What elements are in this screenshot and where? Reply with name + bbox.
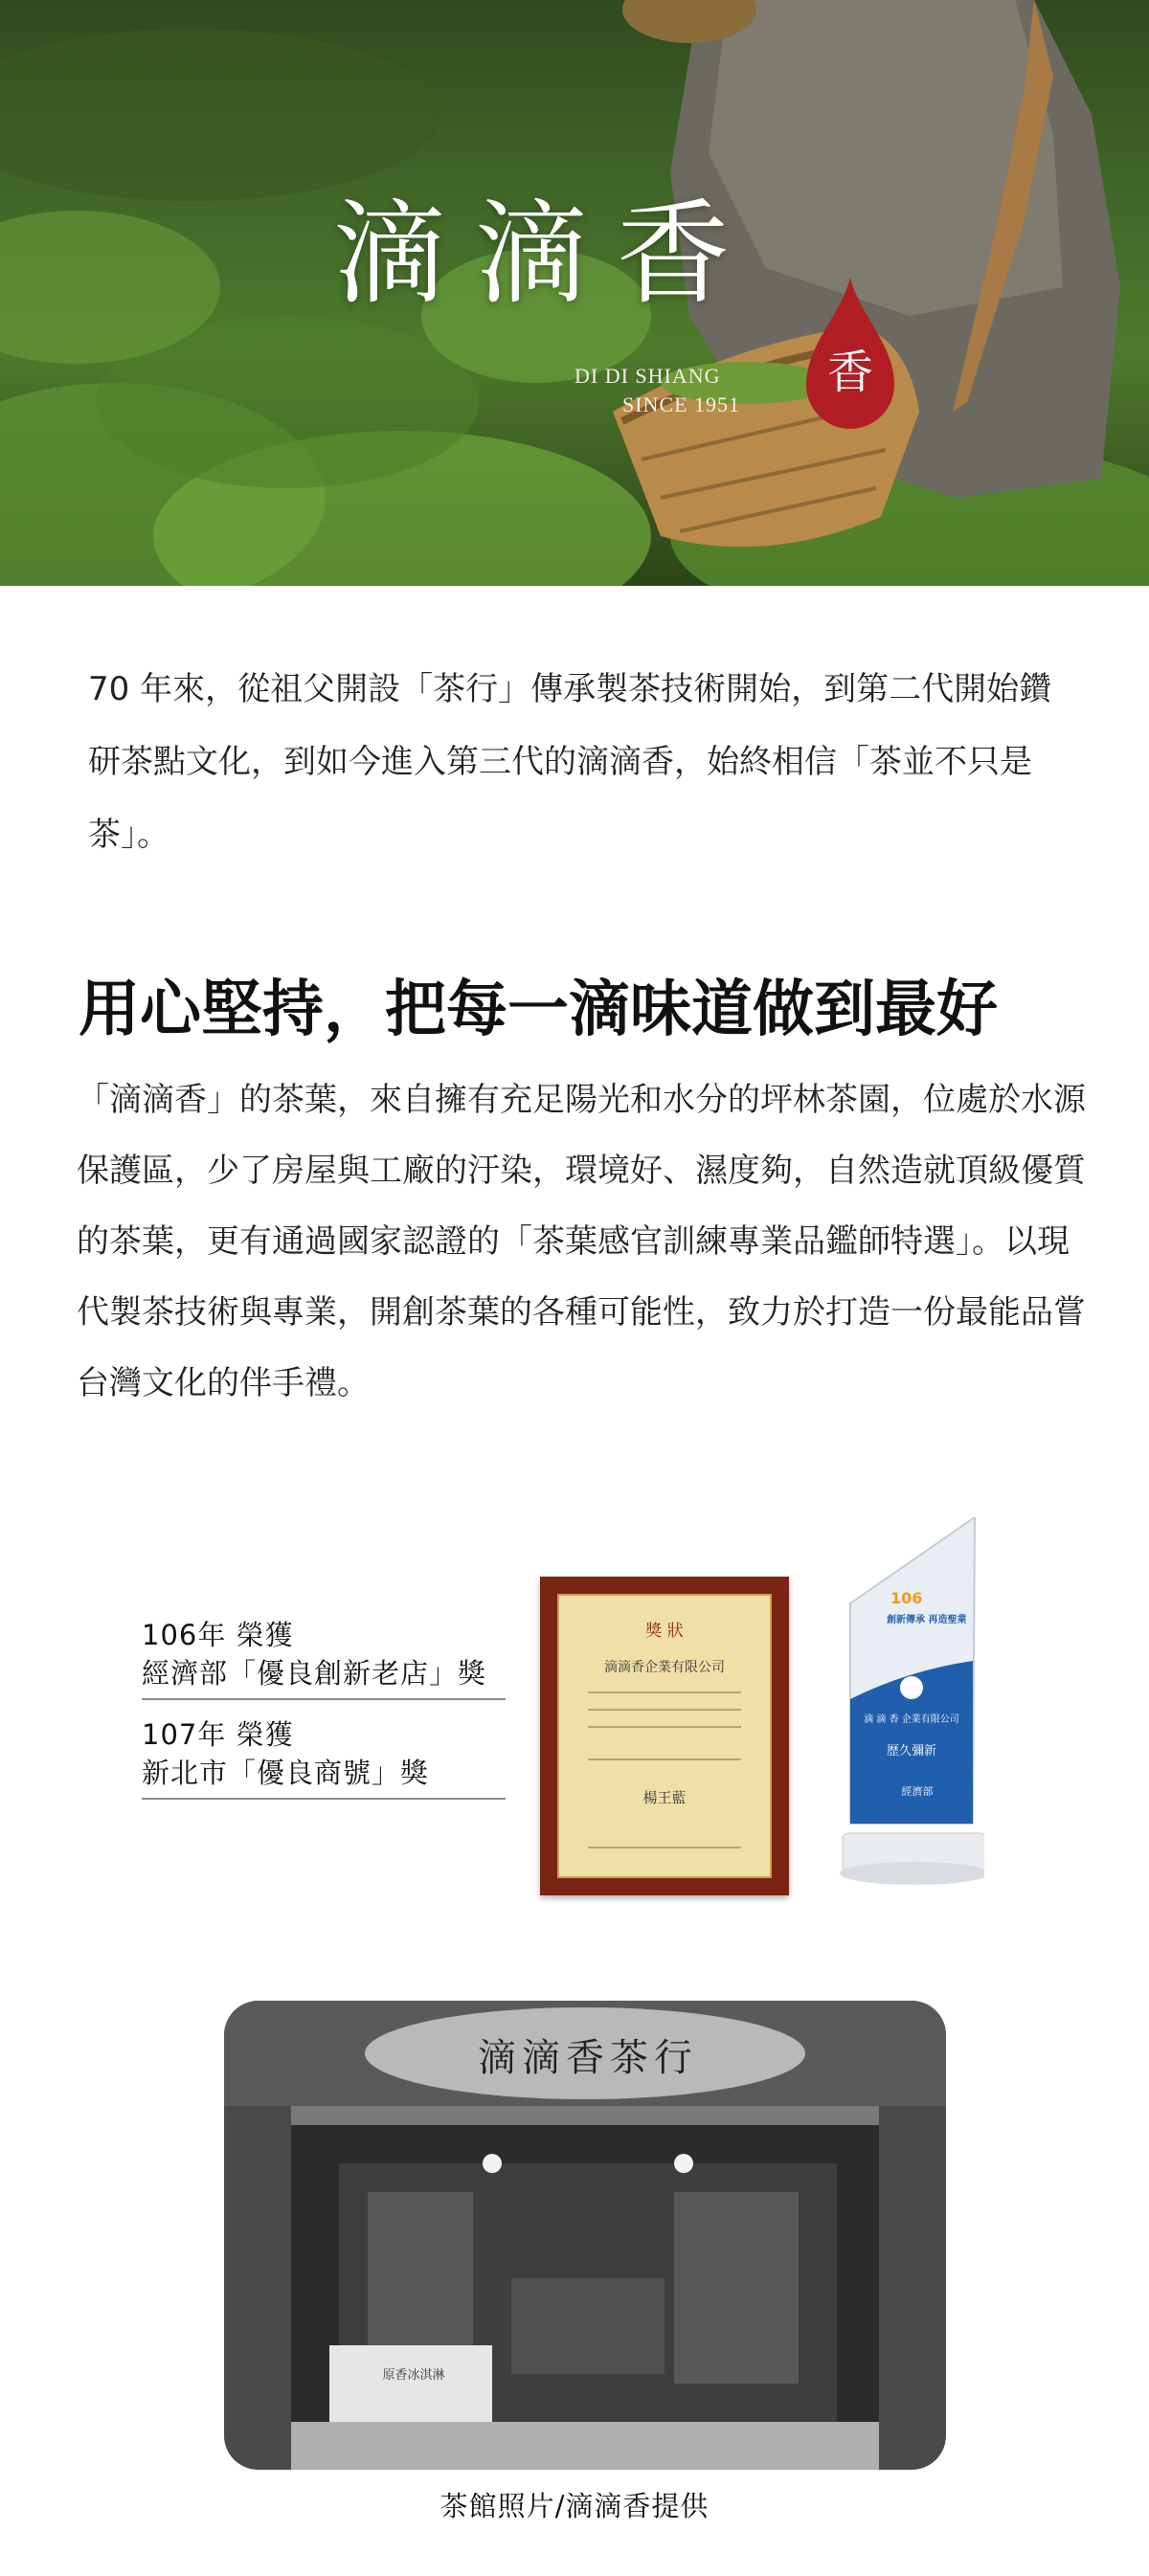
award-name: 經濟部「優良創新老店」獎: [142, 1657, 487, 1690]
brand-english-label: DI DI SHIANG: [574, 364, 721, 388]
drop-logo-icon: [802, 278, 898, 444]
awards-list: [142, 1616, 506, 1815]
certificate-text-line: [588, 1726, 741, 1728]
freezer-label: 原香冰淇淋: [382, 2368, 445, 2383]
award-item: [142, 1616, 506, 1700]
certificate-text-line: [588, 1691, 741, 1693]
certificate-heading: 獎 狀: [645, 1622, 684, 1641]
brand-title: 滴滴香: [332, 188, 758, 320]
certificate-company: 滴滴香企業有限公司: [604, 1660, 725, 1675]
award-year: 106年 榮獲: [142, 1619, 294, 1651]
award-certificate-image: [540, 1577, 789, 1895]
trophy-number: 106: [890, 1589, 923, 1607]
certificate-text-line: [588, 1709, 741, 1711]
award-name: 新北市「優良商號」獎: [142, 1757, 430, 1789]
trophy-issuer: 經濟部: [901, 1785, 934, 1798]
award-year: 107年 榮獲: [142, 1718, 294, 1751]
trophy-banner: 創新傳承 再造聖業: [887, 1615, 967, 1625]
certificate-paper: [557, 1594, 772, 1878]
brand-english-name: [574, 362, 740, 419]
teahouse-photo: [224, 2001, 946, 2470]
logo-glyph: 香: [826, 346, 873, 399]
brand-since-label: SINCE 1951: [622, 392, 741, 416]
hero-banner: [0, 0, 1149, 586]
shop-sign: 滴滴香茶行: [478, 2036, 698, 2080]
photo-caption: 茶館照片/滴滴香提供: [439, 2490, 710, 2522]
certificate-text-line: [588, 1847, 741, 1848]
section-title: 用心堅持，把每一滴味道做到最好: [79, 974, 998, 1045]
certificate-signer: 楊王藍: [642, 1789, 687, 1806]
certificate-text-line: [588, 1758, 741, 1760]
award-item: [142, 1715, 506, 1800]
trophy-motto: 歷久彌新: [886, 1744, 937, 1758]
section-body: 「滴滴香」的茶葉，來自擁有充足陽光和水分的坪林茶園，位處於水源保護區，少了房屋與工廠的汙染，環境好、濕度夠，自然造就頂級優質的茶葉，更有通過國家認證的「茶葉感官訓練專業品鑑師特選」。以現代製茶技術與專業，開創茶葉的各種可能性，致力於打造一份最能品嘗台灣文化的伴手禮。: [77, 1081, 1086, 1402]
intro-paragraph: 70 年來，從祖父開設「茶行」傳承製茶技術開始，到第二代開始鑽研茶點文化，到如今進入第三代的滴滴香，始終相信「茶並不只是茶」。: [88, 670, 1052, 854]
award-trophy-image: [831, 1517, 984, 1904]
trophy-company: 滴 滴 香 企業有限公司: [864, 1714, 959, 1725]
